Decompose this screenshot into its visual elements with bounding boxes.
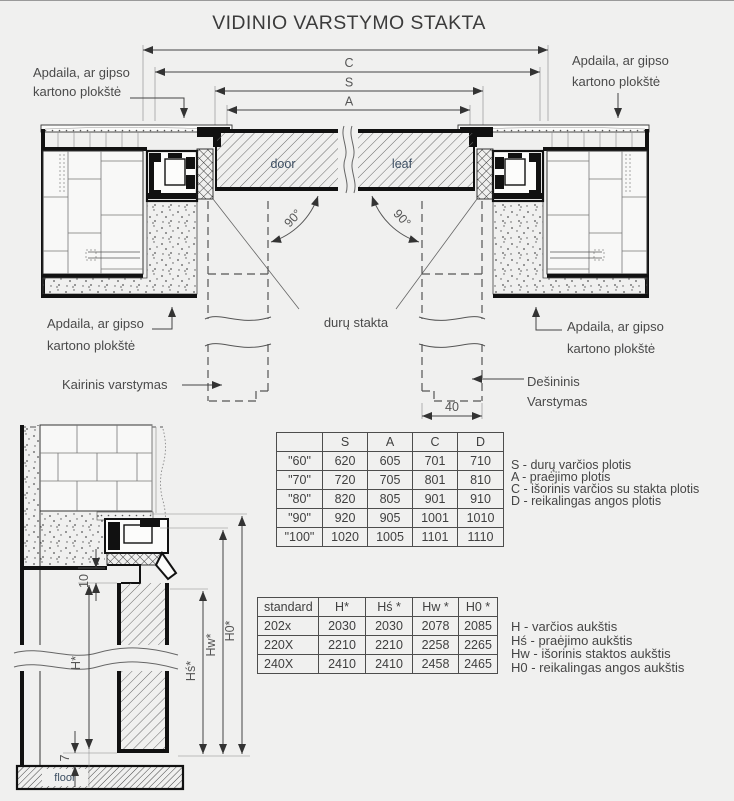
table-row xyxy=(258,617,498,636)
cell: 720 xyxy=(323,471,368,490)
col-header-hs: Hś * xyxy=(366,598,413,617)
table-row xyxy=(277,509,504,528)
dim-label-40: 40 xyxy=(445,400,459,414)
cell: 705 xyxy=(368,471,413,490)
row-label: 202x xyxy=(258,617,319,636)
cell: 2085 xyxy=(459,617,498,636)
swing-outline-right xyxy=(419,201,485,401)
row-label: "60" xyxy=(277,452,323,471)
cell: 1110 xyxy=(458,528,504,547)
cell: 2030 xyxy=(366,617,413,636)
cell: 710 xyxy=(458,452,504,471)
col-header-standard: standard xyxy=(258,598,319,617)
cell: 605 xyxy=(368,452,413,471)
cell: 2210 xyxy=(319,636,366,655)
cell: 2410 xyxy=(366,655,413,674)
dim-label-hw: Hw* xyxy=(204,633,218,657)
dim-label-10: 10 xyxy=(77,574,91,588)
col-header-a: A xyxy=(368,433,413,452)
page-title: VIDINIO VARSTYMO STAKTA xyxy=(212,12,486,34)
cell: 1010 xyxy=(458,509,504,528)
door-leaf-plan xyxy=(215,125,475,195)
col-header-c: C xyxy=(413,433,458,452)
cell: 1005 xyxy=(368,528,413,547)
cell: 701 xyxy=(413,452,458,471)
table-header-row xyxy=(277,433,504,452)
desininis-label-line2: Varstymas xyxy=(527,394,588,409)
legend-line-hs: Hś - praėjimo aukštis xyxy=(511,632,633,648)
vertical-section xyxy=(14,425,250,789)
table-row xyxy=(258,636,498,655)
cell: 2465 xyxy=(459,655,498,674)
cell: 2210 xyxy=(366,636,413,655)
apdaila-top-right-line2: kartono plokštė xyxy=(572,74,661,89)
cell: 910 xyxy=(458,490,504,509)
cell: 801 xyxy=(413,471,458,490)
row-label: 240X xyxy=(258,655,319,674)
dim-label-h0: H0* xyxy=(223,620,237,642)
table-header-row xyxy=(258,598,498,617)
col-header-d: D xyxy=(458,433,504,452)
row-label: "100" xyxy=(277,528,323,547)
width-legend xyxy=(511,459,699,507)
kairinis-label: Kairinis varstymas xyxy=(62,377,168,392)
cell: 805 xyxy=(368,490,413,509)
cell: 920 xyxy=(323,509,368,528)
apdaila-mid-right-line2: kartono plokštė xyxy=(567,341,656,356)
desininis-label-line1: Dešininis xyxy=(527,374,580,389)
wall-assembly-right xyxy=(458,125,649,298)
apdaila-top-left-line1: Apdaila, ar gipso xyxy=(33,65,130,80)
legend-line-a: A - praėjimo plotis xyxy=(511,470,611,484)
cell: 905 xyxy=(368,509,413,528)
cell: 2258 xyxy=(413,636,459,655)
cell: 2458 xyxy=(413,655,459,674)
swing-arcs xyxy=(213,196,477,309)
legend-line-d: D - reikalingas angos plotis xyxy=(511,494,662,508)
duru-stakta-label: durų stakta xyxy=(323,315,389,330)
col-header-hw: Hw * xyxy=(413,598,459,617)
cell: 2030 xyxy=(319,617,366,636)
apdaila-mid-left-line2: kartono plokštė xyxy=(47,338,136,353)
cell: 1020 xyxy=(323,528,368,547)
plan-view-section xyxy=(33,45,669,419)
col-header-blank xyxy=(277,433,323,452)
dim-label-h: H* xyxy=(69,656,83,670)
door-label: door xyxy=(270,157,296,171)
apdaila-mid-right-line1: Apdaila, ar gipso xyxy=(567,319,664,334)
cell: 820 xyxy=(323,490,368,509)
cell: 620 xyxy=(323,452,368,471)
row-label: 220X xyxy=(258,636,319,655)
row-label: "80" xyxy=(277,490,323,509)
table-row xyxy=(277,452,504,471)
cell: 2410 xyxy=(319,655,366,674)
legend-line-c: C - išorinis varčios su stakta plotis xyxy=(511,482,700,496)
table-row xyxy=(277,471,504,490)
cell: 1101 xyxy=(413,528,458,547)
apdaila-top-left-line2: kartono plokštė xyxy=(33,84,122,99)
cell: 810 xyxy=(458,471,504,490)
table-row xyxy=(277,528,504,547)
angle-label-right: 90° xyxy=(390,206,414,231)
floor-slab xyxy=(17,766,183,789)
dimension-lines-top xyxy=(143,45,548,125)
height-table xyxy=(257,597,498,674)
frame-profile-section xyxy=(105,519,176,583)
legend-line-s: S - durų varčios plotis xyxy=(511,458,632,472)
row-label: "70" xyxy=(277,471,323,490)
legend-line-h0: H0 - reikalingas angos aukštis xyxy=(511,659,685,675)
col-header-h0: H0 * xyxy=(459,598,498,617)
leaf-label: leaf xyxy=(391,157,413,171)
dim-label-a: A xyxy=(344,94,354,109)
technical-drawing xyxy=(0,1,734,801)
cell: 2078 xyxy=(413,617,459,636)
table-row xyxy=(258,655,498,674)
dim-label-hs: Hś* xyxy=(184,660,198,682)
col-header-s: S xyxy=(323,433,368,452)
dim-label-c: C xyxy=(344,56,354,70)
legend-line-hw: Hw - išorinis staktos aukštis xyxy=(511,646,671,661)
apdaila-top-right-line1: Apdaila, ar gipso xyxy=(572,53,669,68)
dim-label-s: S xyxy=(344,75,354,90)
cell: 901 xyxy=(413,490,458,509)
width-table xyxy=(276,432,504,547)
apdaila-mid-left-line1: Apdaila, ar gipso xyxy=(47,316,144,331)
row-label: "90" xyxy=(277,509,323,528)
angle-label-left: 90° xyxy=(281,206,305,231)
cell: 2265 xyxy=(459,636,498,655)
height-legend xyxy=(511,620,684,674)
dim-40 xyxy=(422,400,482,419)
floor-label: floor xyxy=(54,772,76,784)
table-row xyxy=(277,490,504,509)
cell: 1001 xyxy=(413,509,458,528)
wall-assembly-left xyxy=(41,125,232,298)
legend-line-h: H - varčios aukštis xyxy=(511,619,618,634)
dim-label-7: 7 xyxy=(58,754,72,762)
col-header-h: H* xyxy=(319,598,366,617)
